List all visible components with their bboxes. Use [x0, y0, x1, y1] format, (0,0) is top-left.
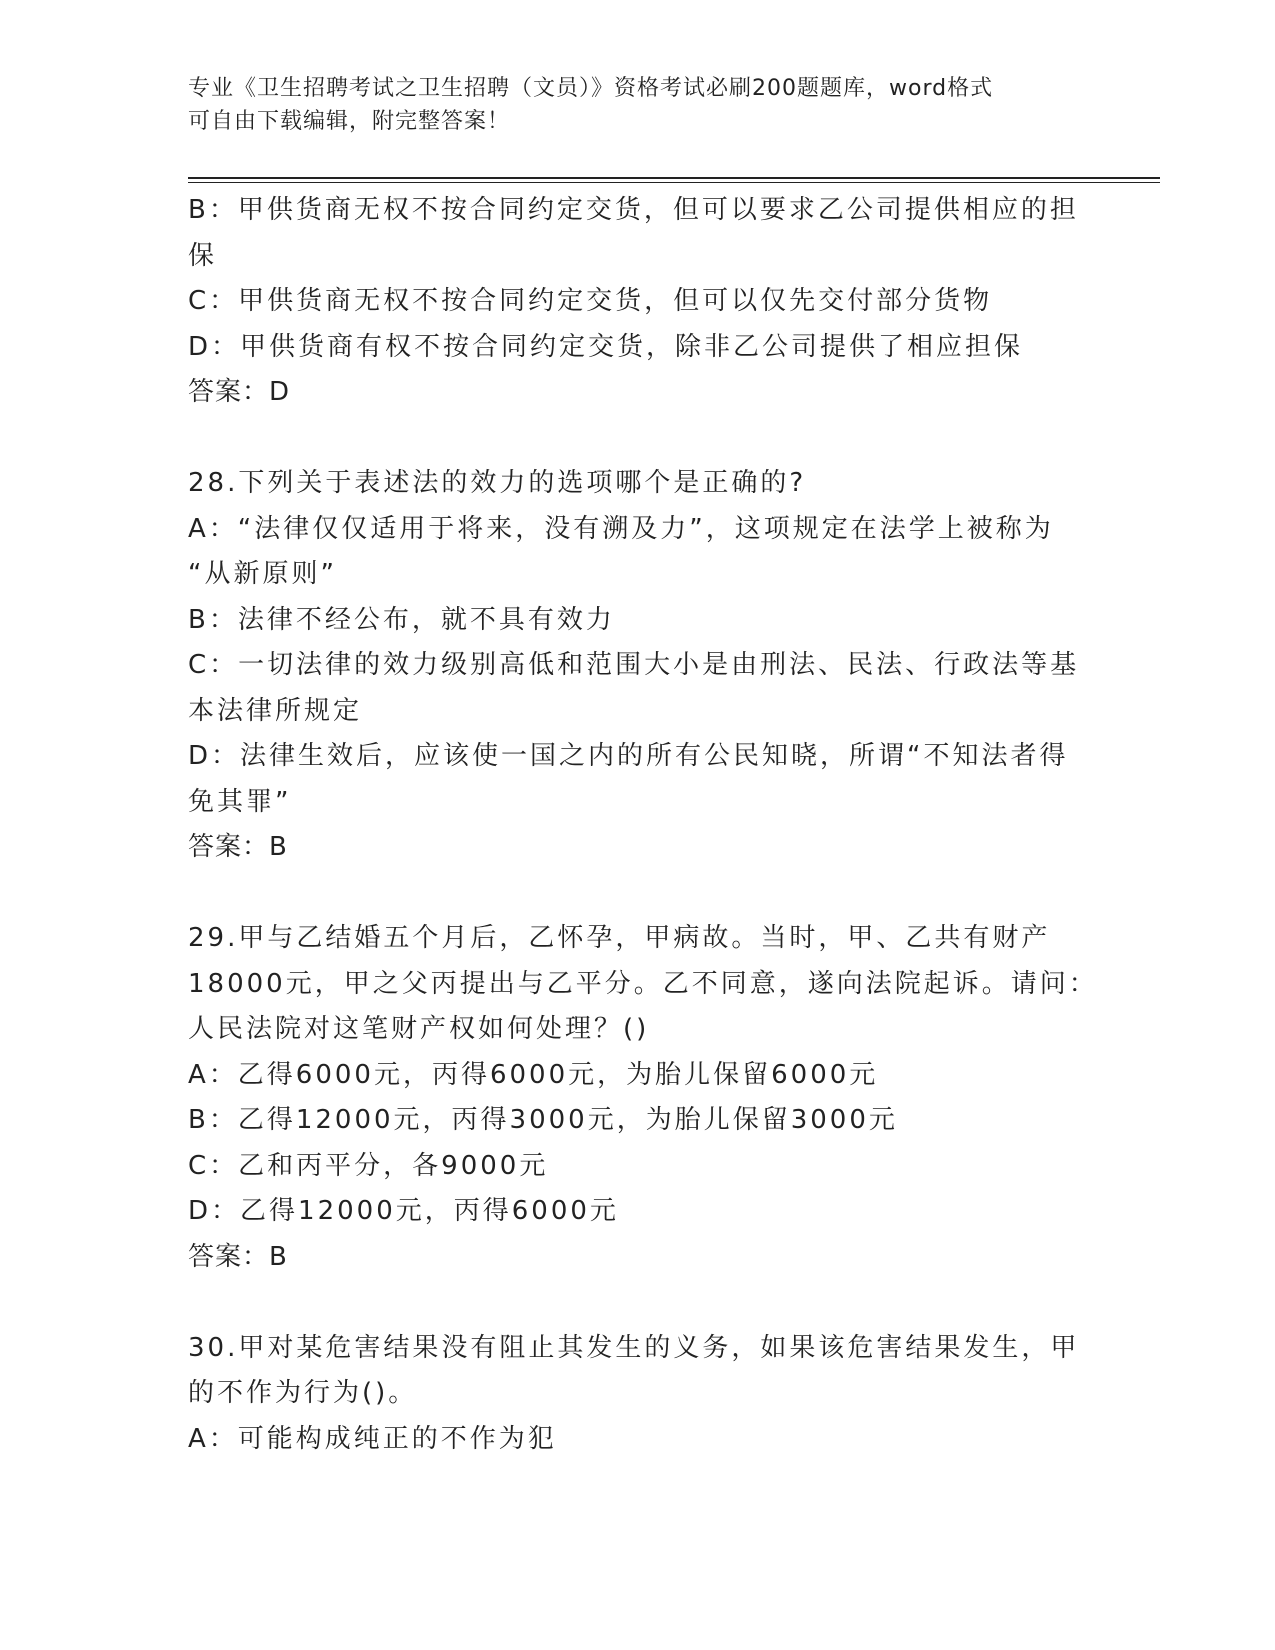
q28-option-a-line-1: A：“法律仅仅适用于将来，没有溯及力”，这项规定在法学上被称为 — [188, 513, 1054, 544]
q28-option-b: B：法律不经公布，就不具有效力 — [188, 604, 615, 635]
q30-question-line-2: 的不作为行为()。 — [188, 1378, 418, 1408]
q29-option-d: D：乙得12000元，丙得6000元 — [188, 1196, 619, 1226]
q29-option-a: A：乙得6000元，丙得6000元，为胎儿保留6000元 — [188, 1059, 879, 1090]
q27-option-b-line-1: B：甲供货商无权不按合同约定交货，但可以要求乙公司提供相应的担 — [188, 195, 1079, 225]
q28-question: 28.下列关于表述法的效力的选项哪个是正确的? — [188, 468, 807, 498]
q28-option-a-line-2: “从新原则” — [188, 559, 337, 589]
q28-option-c-line-2: 本法律所规定 — [188, 695, 363, 726]
document-body — [188, 188, 1098, 1462]
q27-answer: 答案：D — [188, 377, 291, 407]
spacer — [188, 416, 1088, 462]
q30-question-line-1: 30.甲对某危害结果没有阻止其发生的义务，如果该危害结果发生，甲 — [188, 1332, 1080, 1363]
q29-answer: 答案：B — [188, 1241, 288, 1272]
document-header — [188, 72, 1088, 138]
q27-option-d: D：甲供货商有权不按合同约定交货，除非乙公司提供了相应担保 — [188, 331, 1024, 362]
q29-question-line-1: 29.甲与乙结婚五个月后，乙怀孕，甲病故。当时，甲、乙共有财产 — [188, 923, 1051, 953]
q30-option-a: A：可能构成纯正的不作为犯 — [188, 1423, 557, 1454]
header-divider-thick — [188, 177, 1160, 179]
spacer — [188, 871, 1088, 917]
q28-option-c-line-1: C：一切法律的效力级别高低和范围大小是由刑法、民法、行政法等基 — [188, 650, 1080, 680]
q27-option-b-line-2: 保 — [188, 240, 218, 271]
header-title-line-2: 可自由下载编辑，附完整答案！ — [188, 109, 511, 134]
q27-option-c: C：甲供货商无权不按合同约定交货，但可以仅先交付部分货物 — [188, 286, 993, 316]
header-title-line-1: 专业《卫生招聘考试之卫生招聘（文员）》资格考试必刷200题题库，word格式 — [188, 76, 994, 101]
q29-question-line-3: 人民法院对这笔财产权如何处理？() — [188, 1014, 650, 1044]
spacer — [188, 1280, 1088, 1326]
q29-option-b: B：乙得12000元，丙得3000元，为胎儿保留3000元 — [188, 1105, 898, 1135]
q29-option-c: C：乙和丙平分，各9000元 — [188, 1150, 549, 1181]
header-divider-thin — [188, 182, 1160, 183]
q28-option-d-line-1: D：法律生效后，应该使一国之内的所有公民知晓，所谓“不知法者得 — [188, 741, 1069, 771]
q28-answer: 答案：B — [188, 832, 288, 862]
q28-option-d-line-2: 免其罪” — [188, 786, 292, 817]
q29-question-line-2: 18000元，甲之父丙提出与乙平分。乙不同意，遂向法院起诉。请问： — [188, 968, 1098, 999]
